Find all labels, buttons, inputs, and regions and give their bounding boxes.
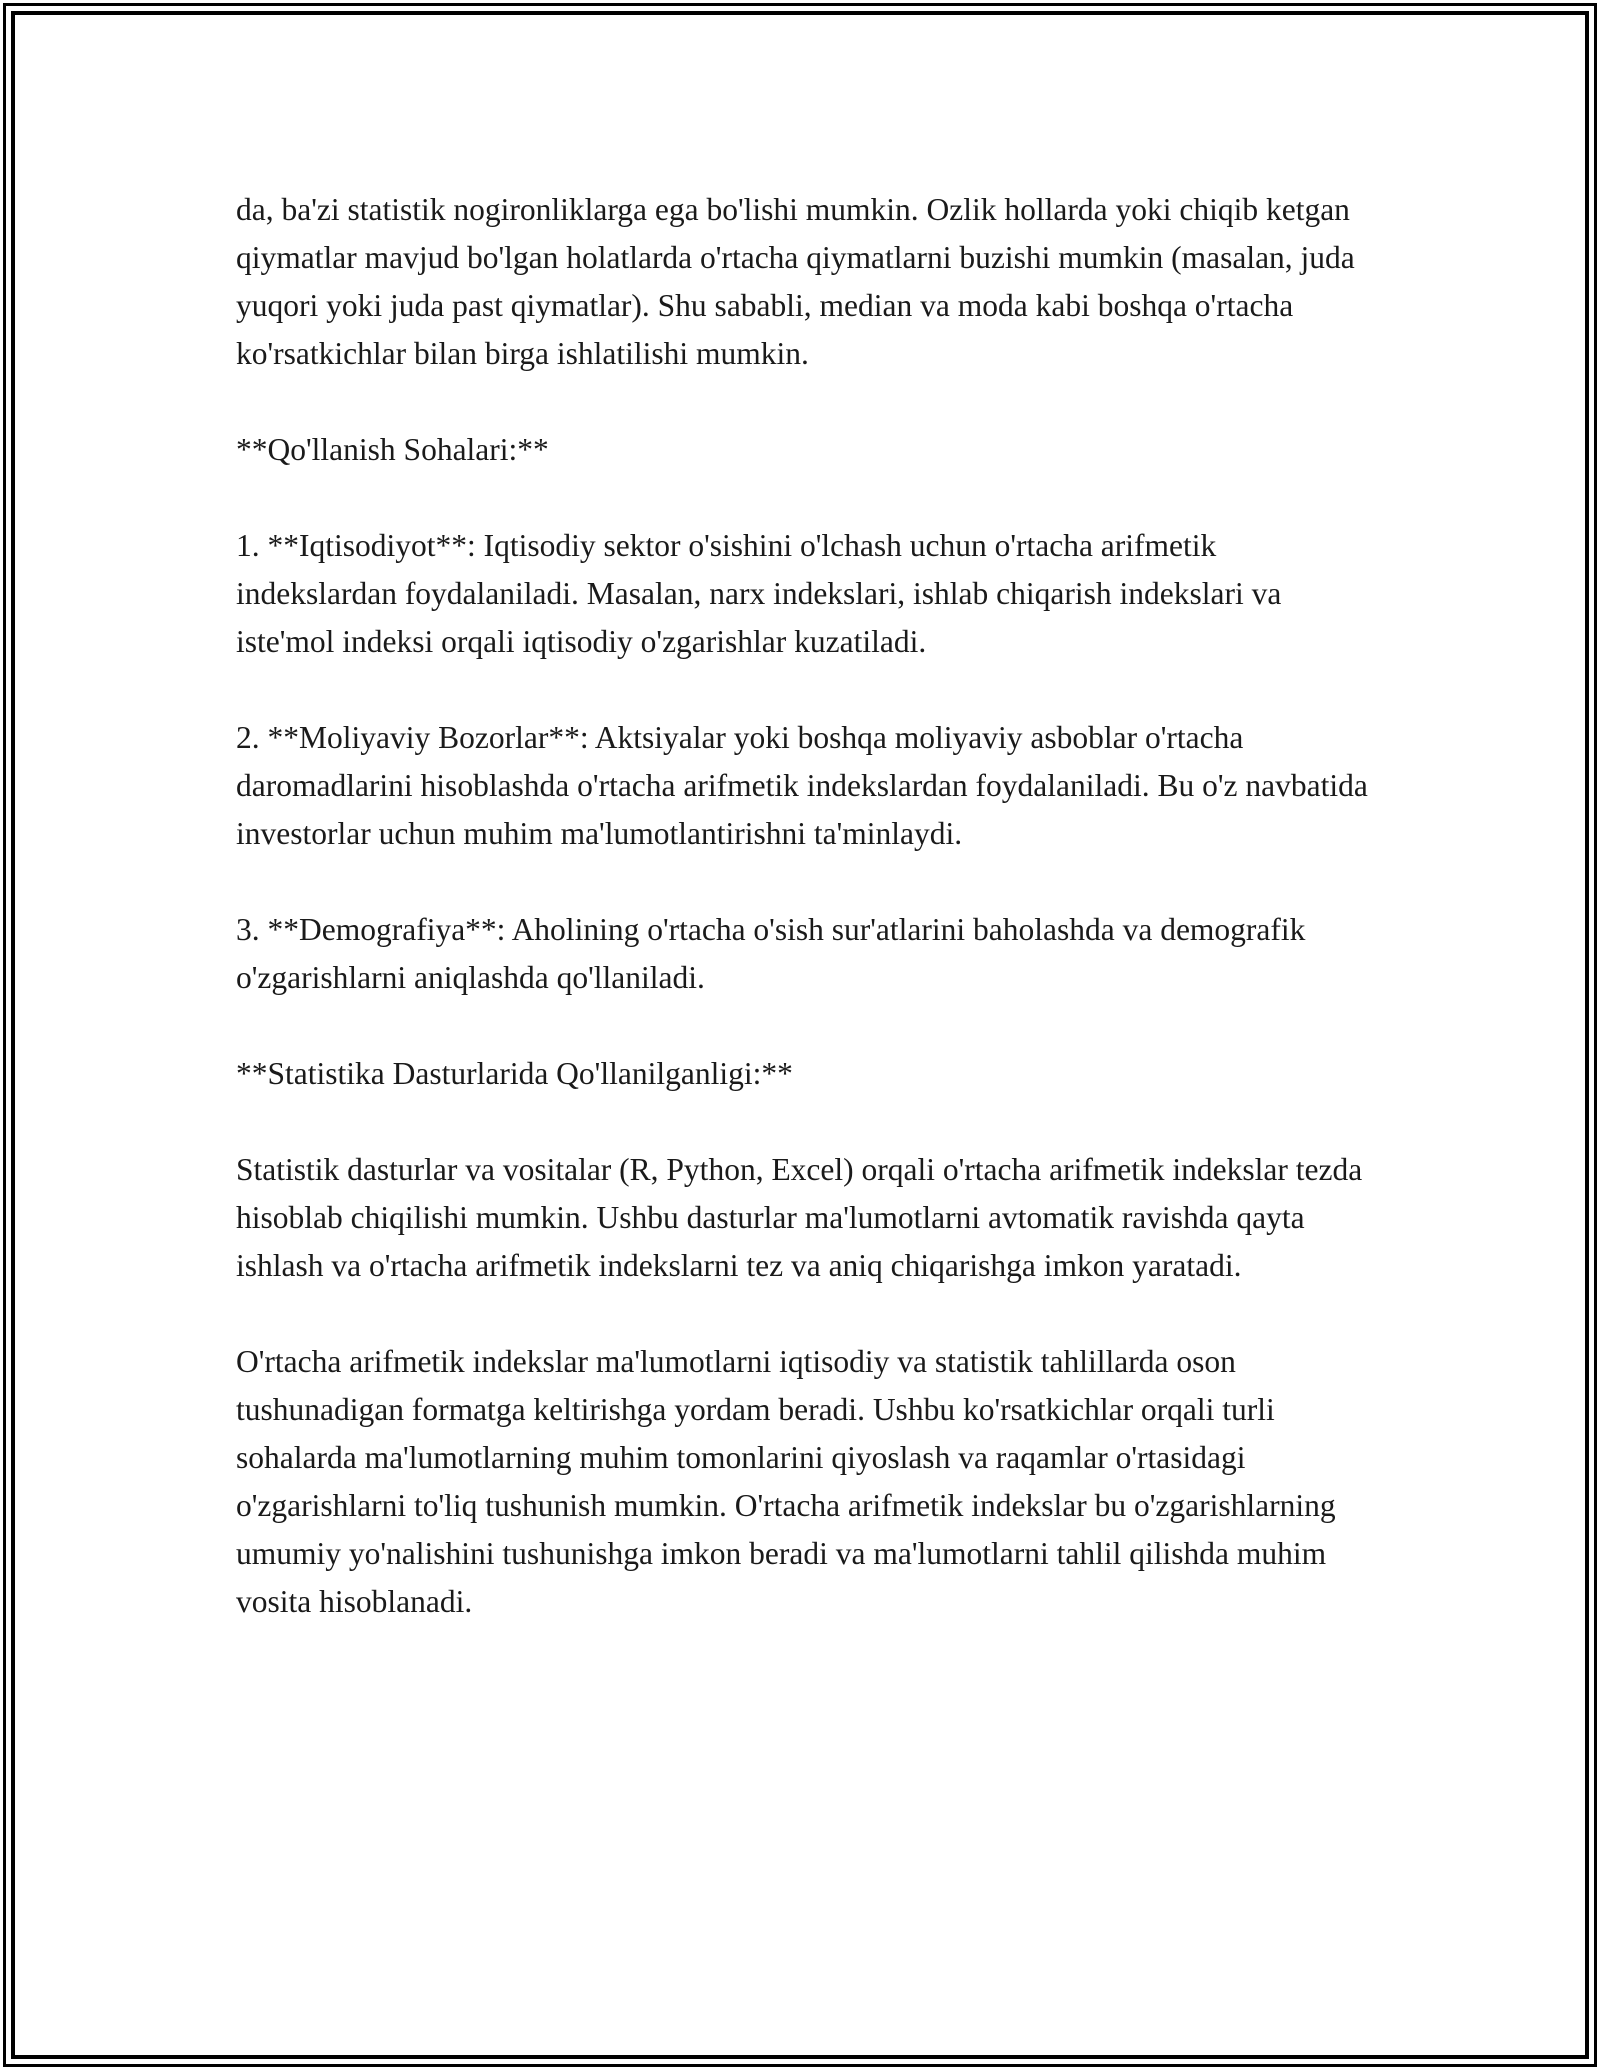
list-item: 1. **Iqtisodiyot**: Iqtisodiy sektor o'sishini o'lchash uchun o'rtacha arifmetik indekslardan foydalaniladi. Masalan, narx indekslari, ishlab chiqarish indekslari va iste'mol indeksi orqali iqtisodiy o'zgarishlar kuzatiladi.	[236, 528, 1282, 659]
body-paragraph: O'rtacha arifmetik indekslar ma'lumotlarni iqtisodiy va statistik tahlillarda oson tushunadigan formatga keltirishga yordam beradi. Ushbu ko'rsatkichlar orqali turli sohalarda ma'lumotlarning muhim tomonlarini qiyoslash va raqamlar o'rtasidagi o'zgarishlarni to'liq tushunish mumkin. O'rtacha arifmetik indekslar bu o'zgarishlarning umumiy yo'nalishini tushunishga imkon beradi va ma'lumotlarni tahlil qilishda muhim vosita hisoblanadi.	[236, 1344, 1336, 1619]
body-paragraph: Statistik dasturlar va vositalar (R, Python, Excel) orqali o'rtacha arifmetik indekslar tezda hisoblab chiqilishi mumkin. Ushbu dasturlar ma'lumotlarni avtomatik ravishda qayta ishlash va o'rtacha arifmetik indekslarni tez va aniq chiqarishga imkon yaratadi.	[236, 1152, 1363, 1283]
document-body	[236, 186, 1376, 1626]
body-paragraph: da, ba'zi statistik nogironliklarga ega bo'lishi mumkin. Ozlik hollarda yoki chiqib ketgan qiymatlar mavjud bo'lgan holatlarda o'rtacha qiymatlarni buzishi mumkin (masalan, juda yuqori yoki juda past qiymatlar). Shu sababli, median va moda kabi boshqa o'rtacha ko'rsatkichlar bilan birga ishlatilishi mumkin.	[236, 192, 1355, 371]
section-heading: **Qo'llanish Sohalari:**	[236, 432, 549, 467]
list-item: 3. **Demografiya**: Aholining o'rtacha o'sish sur'atlarini baholashda va demografik o'zgarishlarni aniqlashda qo'llaniladi.	[236, 912, 1306, 995]
list-item: 2. **Moliyaviy Bozorlar**: Aktsiyalar yoki boshqa moliyaviy asboblar o'rtacha daromadlarini hisoblashda o'rtacha arifmetik indekslardan foydalaniladi. Bu o'z navbatida investorlar uchun muhim ma'lumotlantirishni ta'minlaydi.	[236, 720, 1368, 851]
section-heading: **Statistika Dasturlarida Qo'llanilganligi:**	[236, 1056, 793, 1091]
